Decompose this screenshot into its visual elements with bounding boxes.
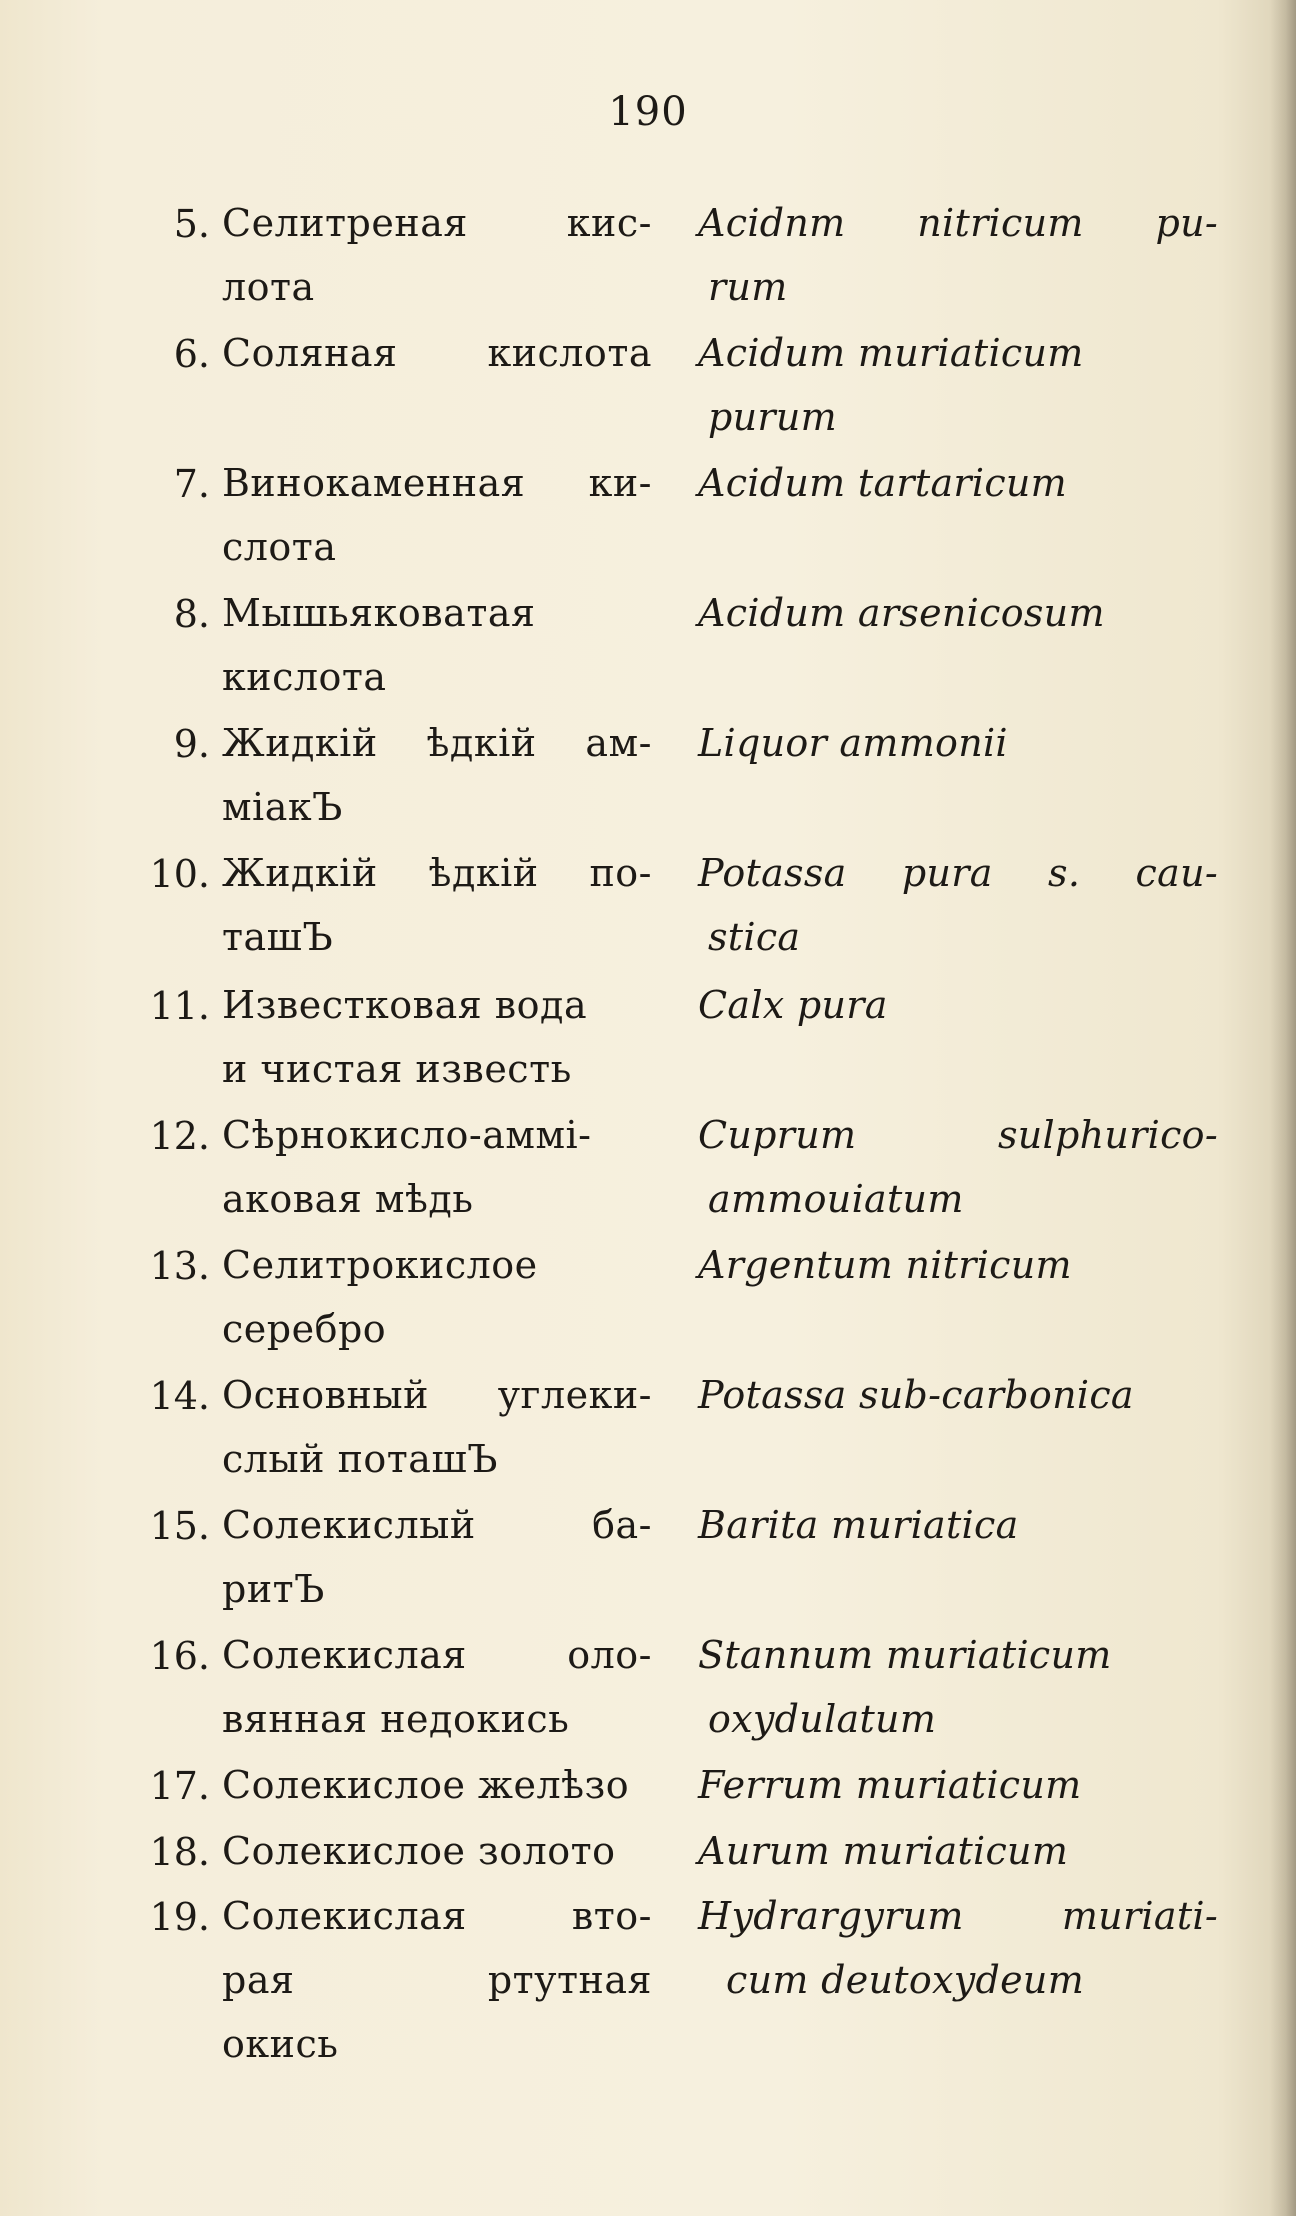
latin-name (698, 1623, 1218, 1751)
russian-name-line: Винокаменная ки- (222, 461, 652, 505)
latin-name-line: Acidum tartaricum (698, 461, 1068, 505)
latin-name (698, 1819, 1218, 1883)
entry-number: 11. (149, 984, 210, 1028)
russian-name-line: ташЪ (222, 915, 334, 959)
russian-name (222, 1884, 652, 2076)
russian-name-line: окись (222, 2022, 339, 2066)
latin-name-line: stica (708, 915, 801, 959)
russian-name (222, 191, 652, 319)
latin-name-line: purum (708, 395, 837, 439)
latin-name (698, 321, 1218, 449)
russian-name (222, 841, 652, 969)
latin-name-line: Hydrargyrum muriati- (698, 1894, 1218, 1938)
russian-name-line: вянная недокись (222, 1697, 570, 1741)
latin-name-line: oxydulatum (708, 1697, 937, 1741)
russian-name (222, 1623, 652, 1751)
latin-name-line: Calx pura (698, 983, 888, 1027)
russian-name-line: Жидкій ѣдкій по- (222, 851, 652, 895)
russian-name-line: Солекислая оло- (222, 1633, 652, 1677)
latin-name-line: Barita muriatica (698, 1503, 1019, 1547)
russian-name (222, 1493, 652, 1621)
latin-name-line: Potassa sub-carbonica (698, 1373, 1134, 1417)
russian-name-line: Жидкій ѣдкій ам- (222, 721, 652, 765)
russian-name-line: Основный углеки- (222, 1373, 652, 1417)
entry-number: 15. (149, 1504, 210, 1548)
latin-name-line: Ferrum muriaticum (698, 1763, 1082, 1807)
russian-name (222, 321, 652, 385)
russian-name-line: міакЪ (222, 785, 343, 829)
page-edge-shadow (1270, 0, 1296, 2216)
russian-name-line: и чистая известь (222, 1047, 572, 1091)
russian-name-line: лота (222, 265, 315, 309)
russian-name (222, 451, 652, 579)
latin-name-line: Liquor ammonii (698, 721, 1008, 765)
latin-name (698, 581, 1218, 645)
entry-number: 18. (149, 1830, 210, 1874)
russian-name-line: слый поташЪ (222, 1437, 498, 1481)
latin-name (698, 1363, 1218, 1427)
entry-number: 10. (149, 852, 210, 896)
latin-name (698, 1233, 1218, 1297)
entry-number: 12. (149, 1114, 210, 1158)
entry-number: 6. (173, 332, 210, 376)
latin-name (698, 841, 1218, 969)
latin-name (698, 1493, 1218, 1557)
entry-number: 17. (149, 1764, 210, 1808)
latin-name (698, 191, 1218, 319)
russian-name (222, 1753, 652, 1817)
latin-name-line: Aurum muriaticum (698, 1829, 1069, 1873)
russian-name-line: Сѣрнокисло-аммі- (222, 1113, 592, 1157)
latin-name (698, 711, 1218, 775)
latin-name-line: Potassa pura s. cau- (698, 851, 1218, 895)
russian-name-line: Селитреная кис- (222, 201, 652, 245)
latin-name-line: Acidum muriaticum (698, 331, 1084, 375)
russian-name-line: слота (222, 525, 337, 569)
russian-name-line: Солекислая вто- (222, 1894, 652, 1938)
entry-number: 5. (173, 202, 210, 246)
entry-number: 14. (149, 1374, 210, 1418)
russian-name-line: аковая мѣдь (222, 1177, 474, 1221)
russian-name-line: ритЪ (222, 1567, 325, 1611)
latin-name-line: Acidnm nitricum pu- (698, 201, 1218, 245)
latin-name-line: Stannum muriaticum (698, 1633, 1112, 1677)
russian-name (222, 973, 652, 1101)
latin-name (698, 451, 1218, 515)
russian-name (222, 1363, 652, 1491)
russian-name-line: серебро (222, 1307, 387, 1351)
russian-name-line: Селитрокислое (222, 1243, 538, 1287)
latin-name-line: Argentum nitricum (698, 1243, 1072, 1287)
latin-name (698, 1884, 1218, 2012)
entry-number: 13. (149, 1244, 210, 1288)
latin-name-line: rum (708, 265, 788, 309)
russian-name-line: Солекислое желѣзо (222, 1763, 630, 1807)
latin-name-line: Cuprum sulphurico- (698, 1113, 1218, 1157)
russian-name-line: Мышьяковатая (222, 591, 536, 635)
russian-name-line: кислота (222, 655, 387, 699)
latin-name-line: Acidum arsenicosum (698, 591, 1105, 635)
russian-name (222, 1233, 652, 1361)
russian-name (222, 1103, 652, 1231)
latin-name (698, 973, 1218, 1037)
latin-name (698, 1753, 1218, 1817)
russian-name (222, 581, 652, 709)
entry-number: 16. (149, 1634, 210, 1678)
latin-name-line: cum deutoxydeum (726, 1958, 1085, 2002)
entry-number: 8. (173, 592, 210, 636)
russian-name-line: Соляная кислота (222, 331, 652, 375)
entry-number: 19. (149, 1895, 210, 1939)
latin-name-line: ammouiatum (708, 1177, 964, 1221)
entry-number: 9. (173, 722, 210, 766)
russian-name-line: рая ртутная (222, 1958, 652, 2002)
page-number: 190 (608, 89, 688, 135)
russian-name-line: Известковая вода (222, 983, 588, 1027)
entry-number: 7. (173, 462, 210, 506)
russian-name (222, 1819, 652, 1883)
russian-name-line: Солекислое золото (222, 1829, 616, 1873)
russian-name-line: Солекислый ба- (222, 1503, 652, 1547)
latin-name (698, 1103, 1218, 1231)
russian-name (222, 711, 652, 839)
